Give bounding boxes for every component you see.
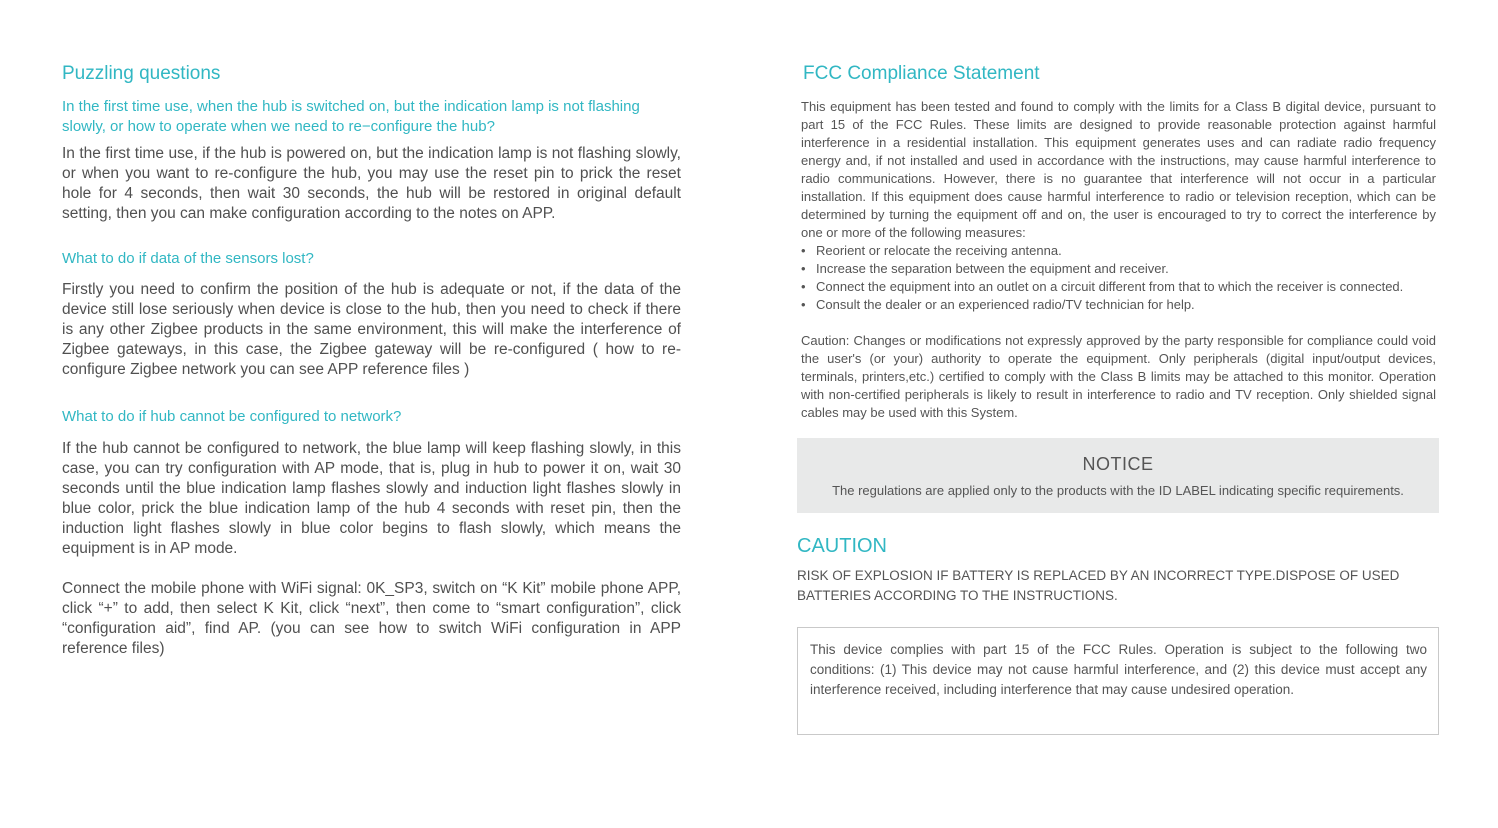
answer-sensor-data-lost: Firstly you need to confirm the position of the hub is adequate or not, if the data of the device still lose seriously when device is close to the hub, then you need to check if there is any other Zigbee products in the same environment, this will make the interference of Zigbee gateways, in this case, the Zigbee gateway will be re-configured ( how to re-configure Zigbee network you can see APP reference files ) (62, 281, 681, 378)
question-first-use: In the first time use, when the hub is switched on, but the indication lamp is not flashing slowly, or how to operate when we need to re−configure the hub? (62, 98, 640, 135)
fcc-statement-text: This equipment has been tested and found to comply with the limits for a Class B digital device, pursuant to part 15 of the FCC Rules. These limits are designed to provide reasonable protection against harmful interference in a residential installation. This equipment generates uses and can radiate radio frequency energy and, if not installed and used in accordance with the instructions, may cause harmful interference to radio communications. However, there is no guarantee that interference will not occur in a particular installation. If this equipment does cause harmful interference to radio or television reception, which can be determined by turning the equipment off and on, the user is encouraged to try to correct the interference by one or more of the following measures: (801, 99, 1436, 240)
list-item: • Reorient or relocate the receiving antenna. (801, 242, 1439, 260)
fcc-statement-title: FCC Compliance Statement (803, 63, 1040, 84)
fcc-caution-paragraph: Caution: Changes or modifications not expressly approved by the party responsible for compliance could void the user's (or your) authority to operate the equipment. Only peripherals (digital input/output devices, terminals, printers,etc.) certified to comply with the Class B limits may be attached to this monitor. Operation with non-certified peripherals is likely to result in interference to radio and TV reception. Only shielded signal cables may be used with this System. (801, 333, 1436, 420)
compliance-box-text: This device complies with part 15 of the FCC Rules. Operation is subject to the following two conditions: (1) This device may not cause harmful interference, and (2) this device must accept any interference received, including interference that may cause undesired operation. (810, 642, 1427, 697)
question-sensor-data-lost: What to do if data of the sensors lost? (62, 250, 314, 267)
fcc-measures-list (797, 242, 1439, 314)
list-item: • Increase the separation between the equipment and receiver. (801, 260, 1439, 278)
list-item: • Consult the dealer or an experienced radio/TV technician for help. (801, 296, 1439, 314)
left-column (62, 62, 681, 659)
list-item: • Connect the equipment into an outlet on a circuit different from that to which the receiver is connected. (801, 278, 1439, 296)
answer-hub-not-configured: If the hub cannot be configured to network, the blue lamp will keep flashing slowly, in this case, you can try configuration with AP mode, that is, plug in hub to power it on, wait 30 seconds until the blue indication lamp flashes slowly and induction light flashes slowly in blue color, prick the blue indication lamp of the hub 4 seconds with reset pin, then the induction light flashes slowly in blue color begins to flash slowly, which means the equipment is in AP mode. (62, 440, 681, 557)
notice-box (797, 438, 1439, 513)
notice-text: The regulations are applied only to the products with the ID LABEL indicating specific requirements. (832, 483, 1404, 498)
puzzling-questions-title: Puzzling questions (62, 63, 221, 84)
caution-title: CAUTION (797, 535, 887, 557)
answer-wifi-connect: Connect the mobile phone with WiFi signal: 0K_SP3, switch on “K Kit” mobile phone APP, click “+” to add, then select K Kit, click “next”, then come to “smart configuration”, click “configuration aid”, find AP. (you can see how to switch WiFi configuration in APP reference files) (62, 580, 681, 657)
compliance-box (797, 627, 1439, 735)
caution-text: RISK OF EXPLOSION IF BATTERY IS REPLACED BY AN INCORRECT TYPE.DISPOSE OF USED BATTERIES ACCORDING TO THE INSTRUCTIONS. (797, 568, 1400, 603)
answer-first-use: In the first time use, if the hub is powered on, but the indication lamp is not flashing slowly, or when you want to re-configure the hub, you may use the reset pin to prick the reset hole for 4 seconds, then wait 30 seconds, the hub will be restored in original default setting, then you can make configuration according to the notes on APP. (62, 145, 681, 222)
notice-title: NOTICE (1082, 454, 1154, 474)
question-hub-not-configured: What to do if hub cannot be configured to network? (62, 408, 402, 425)
right-column (797, 62, 1439, 422)
